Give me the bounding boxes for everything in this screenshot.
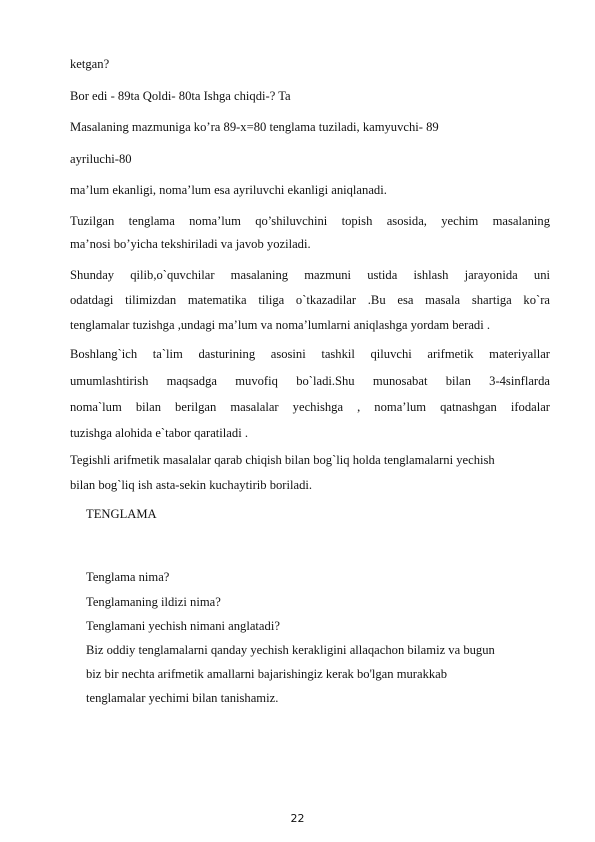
text-line: ketgan? bbox=[70, 57, 110, 71]
text-line: tenglamalar yechimi bilan tanishamiz. bbox=[86, 691, 279, 705]
text-line: tenglamalar tuzishga ,undagi ma’lum va noma’lumlarni aniqlashga yordam beradi . bbox=[70, 318, 491, 332]
text-line: Shunday qilib,o`quvchilar masalaning mazmuni ustida ishlash jarayonida uni bbox=[70, 268, 550, 282]
text-line: umumlashtirish maqsadga muvofiq bo`ladi.Shu munosabat bilan 3-4sinflarda bbox=[70, 374, 550, 388]
text-line: Bor edi - 89ta Qoldi- 80ta Ishga chiqdi-? Ta bbox=[70, 89, 291, 103]
text-line: odatdagi tilimizdan matematika tiliga o`tkazadilar .Bu esa masala shartiga ko`ra bbox=[70, 293, 550, 307]
text-line: ayriluchi-80 bbox=[70, 152, 132, 166]
text-line: Masalaning mazmuniga ko’ra 89-x=80 tenglama tuziladi, kamyuvchi- 89 bbox=[70, 120, 439, 134]
text-line: Boshlang`ich ta`lim dasturining asosini tashkil qiluvchi arifmetik materiyallar bbox=[70, 347, 550, 361]
text-line: noma`lum bilan berilgan masalalar yechishga , noma’lum qatnashgan ifodalar bbox=[70, 400, 550, 414]
text-line: Tuzilgan tenglama noma’lum qo’shiluvchini topish asosida, yechim masalaning bbox=[70, 214, 550, 228]
text-line: Tegishli arifmetik masalalar qarab chiqish bilan bog`liq holda tenglamalarni yechish bbox=[70, 453, 495, 467]
text-line: bilan bog`liq ish asta-sekin kuchaytirib boriladi. bbox=[70, 478, 313, 492]
text-line: biz bir nechta arifmetik amallarni bajarishingiz kerak bo'lgan murakkab bbox=[86, 667, 448, 681]
page-number: 22 bbox=[290, 812, 305, 825]
text-line: Biz oddiy tenglamalarni qanday yechish kerakligini allaqachon bilamiz va bugun bbox=[86, 643, 495, 657]
question-line: Tenglamaning ildizi nima? bbox=[86, 595, 221, 609]
question-line: Tenglamani yechish nimani anglatadi? bbox=[86, 619, 280, 633]
text-line: tuzishga alohida e`tabor qaratiladi . bbox=[70, 426, 248, 440]
question-line: Tenglama nima? bbox=[86, 570, 170, 584]
section-heading: TENGLAMA bbox=[86, 507, 157, 521]
text-line: ma’nosi bo’yicha tekshiriladi va javob yoziladi. bbox=[70, 237, 311, 251]
text-line: ma’lum ekanligi, noma’lum esa ayriluvchi ekanligi aniqlanadi. bbox=[70, 183, 387, 197]
